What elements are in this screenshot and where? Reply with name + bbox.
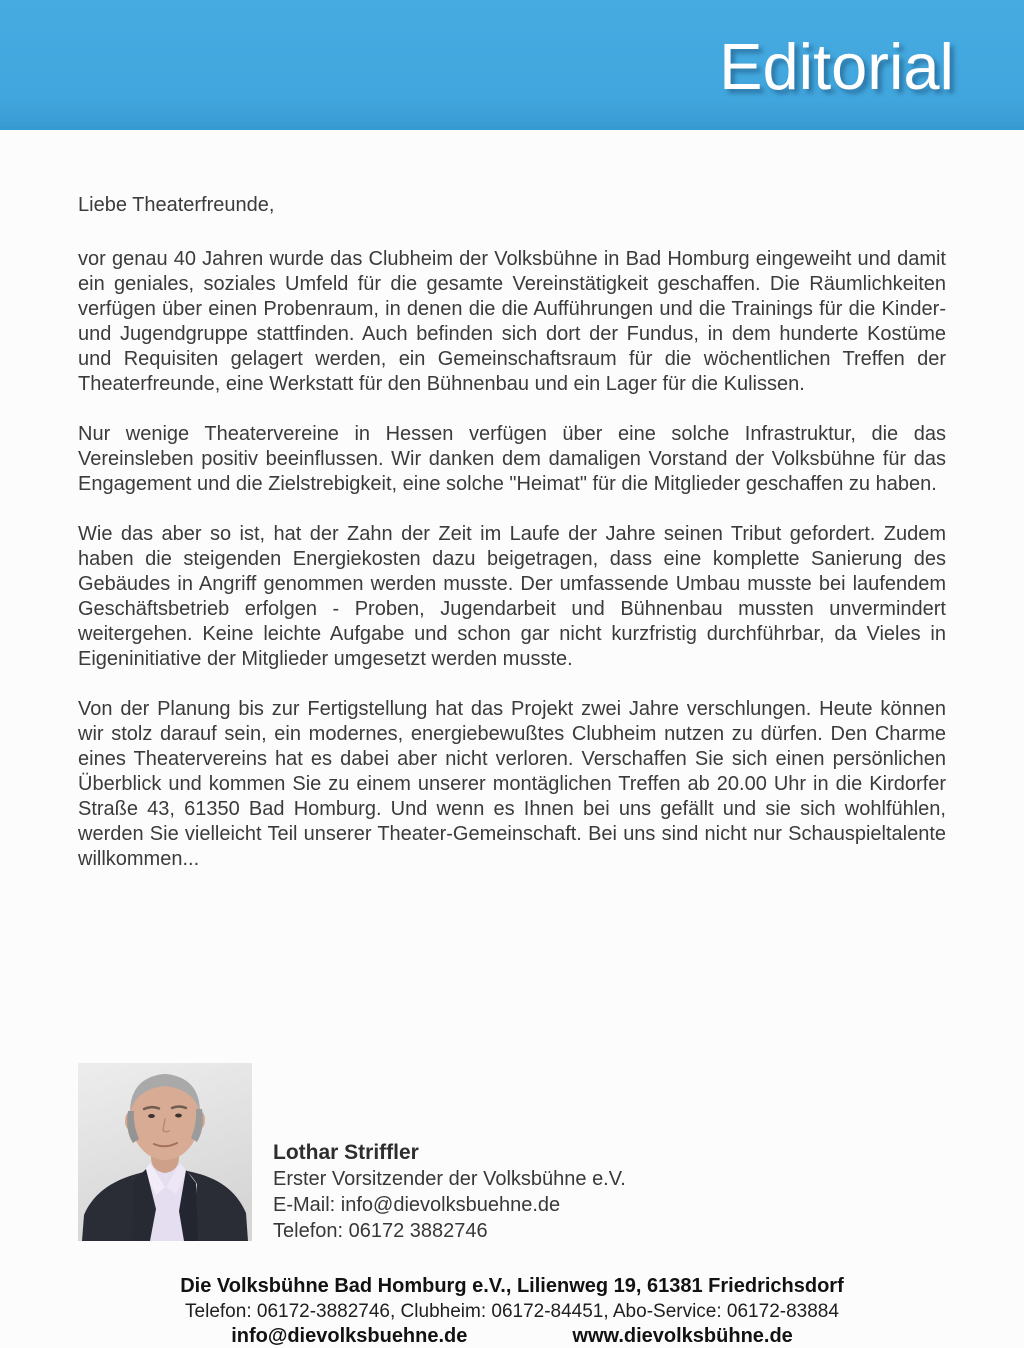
footer-phones: Telefon: 06172-3882746, Clubheim: 06172-84451, Abo-Service: 06172-83884 xyxy=(185,1301,839,1322)
signature-email: E-Mail: info@dievolksbuehne.de xyxy=(273,1194,561,1216)
signature-role: Erster Vorsitzender der Volksbühne e.V. xyxy=(273,1168,626,1190)
signature-block xyxy=(273,1140,626,1244)
letter-paragraph: Von der Planung bis zur Fertigstellung hat das Projekt zwei Jahre verschlungen. Heute können wir stolz darauf sein, ein modernes, energiebewußtes Clubheim nutzen zu dürfen. Den Charme eines Theatervereins hat es dabei aber nicht verloren. Verschaffen Sie sich einen persönlichen Überblick und kommen Sie zu einem unserer montäglichen Treffen ab 20.00 Uhr in die Kirdorfer Straße 43, 61350 Bad Homburg. Und wenn es Ihnen bei uns gefällt und sie sich wohlfühlen, werden Sie vielleicht Teil unserer Theater-Gemeinschaft. Bei uns sind nicht nur Schauspieltalente willkommen... xyxy=(78,698,946,870)
letter-paragraph: Nur wenige Theatervereine in Hessen verfügen über eine solche Infrastruktur, die das Vereinsleben positiv beeinflussen. Wir danken dem damaligen Vorstand der Volksbühne für das Engagement und die Zielstrebigkeit, eine solche "Heimat" für die Mitglieder geschaffen zu haben. xyxy=(78,423,946,495)
signature-name: Lothar Striffler xyxy=(273,1141,419,1164)
footer-address: Die Volksbühne Bad Homburg e.V., Lilienweg 19, 61381 Friedrichsdorf xyxy=(180,1275,844,1297)
salutation: Liebe Theaterfreunde, xyxy=(78,194,275,216)
footer-email: info@dievolksbuehne.de xyxy=(231,1325,468,1347)
signature-phone: Telefon: 06172 3882746 xyxy=(273,1220,488,1242)
letter-paragraph: vor genau 40 Jahren wurde das Clubheim der Volksbühne in Bad Homburg eingeweiht und damit ein geniales, soziales Umfeld für die gesamte Vereinstätigkeit geschaffen. Die Räumlichkeiten verfügen über einen Probenraum, in denen die die Aufführungen und die Trainings für die Kinder- und Jugendgruppe stattfinden. Auch befinden sich dort der Fundus, in dem hunderte Kostüme und Requisiten gelagert werden, ein Gemeinschaftsraum für die wöchentlichen Treffen der Theaterfreunde, eine Werkstatt für den Bühnenbau und ein Lager für die Kulissen. xyxy=(78,248,946,395)
portrait-illustration xyxy=(78,1063,252,1241)
page-title: Editorial xyxy=(719,30,954,103)
letter-body xyxy=(78,193,946,872)
page-footer xyxy=(0,1274,1024,1348)
portrait-photo xyxy=(78,1063,252,1241)
letter-paragraph: Wie das aber so ist, hat der Zahn der Zeit im Laufe der Jahre seinen Tribut gefordert. Zudem haben die steigenden Energiekosten dazu beigetragen, dass eine komplette Sanierung des Gebäudes in Angriff genommen werden musste. Der umfassende Umbau musste bei laufendem Geschäftsbetrieb erfolgen - Proben, Jugendarbeit und Bühnenbau mussten unvermindert weitergehen. Keine leichte Aufgabe und schon gar nicht kurzfristig durchführbar, da Vieles in Eigeninitiative der Mitglieder umgesetzt werden musste. xyxy=(78,523,946,670)
header-banner xyxy=(0,0,1024,130)
footer-website: www.dievolksbühne.de xyxy=(572,1325,793,1347)
